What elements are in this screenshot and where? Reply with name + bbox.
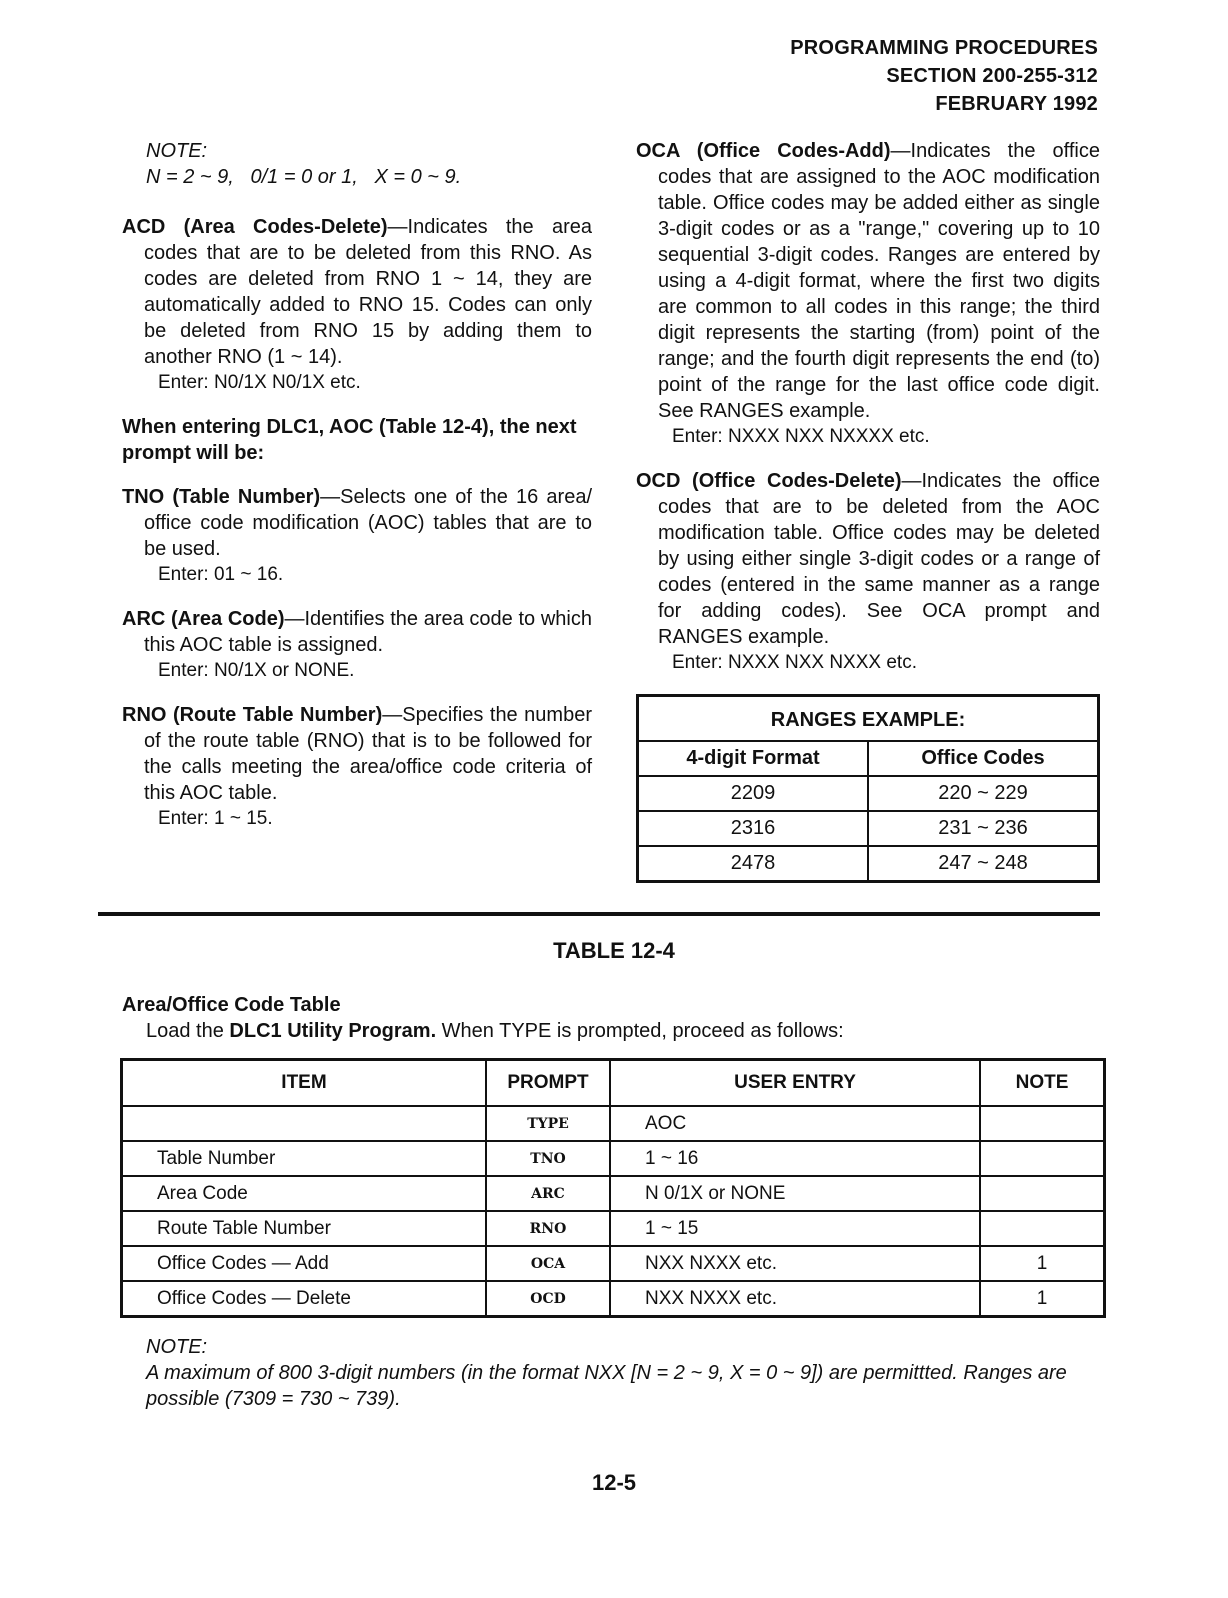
ranges-table: [639, 742, 1097, 880]
table-heading-instructions: [122, 1018, 844, 1044]
left-column: [122, 138, 592, 850]
col-prompt: PROMPT: [486, 1060, 610, 1107]
acd-paragraph: [122, 214, 592, 396]
instructions-program: DLC1 Utility Program.: [229, 1020, 437, 1042]
area-office-code-table: [120, 1058, 1106, 1318]
arc-term: ARC (Area Code): [122, 608, 285, 630]
header-title: PROGRAMMING PROCEDURES: [790, 37, 1098, 59]
ranges-codes: 231 ~ 236: [868, 811, 1097, 846]
arc-text: —Identifies the area code to which this AOC table is assigned.: [144, 608, 592, 656]
acd-text: —Indicates the area codes that are to be deleted from this RNO. As codes are deleted from RNO 1 ~ 14, they are automatically added to RNO 15. Codes can only be deleted from RNO 15 by adding them to another RNO (1 ~ 14).: [144, 216, 592, 368]
page-header: [790, 34, 1098, 118]
rno-enter: Enter: 1 ~ 15.: [158, 808, 273, 829]
row-note: [980, 1211, 1105, 1246]
top-note: [146, 138, 592, 190]
table-heading-title: Area/Office Code Table: [122, 994, 341, 1016]
ranges-row: [639, 811, 1097, 846]
section-divider: [98, 912, 1100, 916]
row-item: Area Code: [122, 1176, 487, 1211]
col-user-entry: USER ENTRY: [610, 1060, 980, 1107]
row-prompt: OCA: [486, 1246, 610, 1281]
header-section: SECTION 200-255-312: [886, 65, 1098, 87]
row-note: 1: [980, 1246, 1105, 1281]
row-entry: AOC: [610, 1106, 980, 1141]
ranges-header-row: [639, 742, 1097, 776]
row-entry: 1 ~ 16: [610, 1141, 980, 1176]
oca-text: —Indicates the office codes that are assigned to the AOC modification table. Office codes may be added either as single 3-digit codes or as a "range," covering up to 10 sequential 3-digit codes. Ranges are entered by using a 4-digit format, where the first two digits are common to all codes in this range; the third digit represents the starting (from) point of the range; and the fourth digit represents the end (to) point of the range for the last office code digit. See RANGES example.: [658, 140, 1100, 422]
lead-text: When entering DLC1, AOC (Table 12-4), the next prompt will be:: [122, 416, 577, 464]
table-header-row: [122, 1060, 1105, 1107]
instructions-post: When TYPE is prompted, proceed as follows:: [436, 1020, 844, 1042]
table-row: [122, 1281, 1105, 1317]
row-item: Office Codes — Delete: [122, 1281, 487, 1317]
top-note-label: NOTE:: [146, 140, 208, 162]
instructions-pre: Load the: [146, 1020, 230, 1042]
bottom-note: [146, 1334, 1106, 1412]
ranges-format: 2478: [639, 846, 868, 880]
row-item: Table Number: [122, 1141, 487, 1176]
page-number: 12-5: [591, 1470, 637, 1495]
right-column: [636, 138, 1100, 883]
table-row: [122, 1106, 1105, 1141]
rno-paragraph: [122, 702, 592, 832]
row-item: [122, 1106, 487, 1141]
col-note: NOTE: [980, 1060, 1105, 1107]
row-note: [980, 1106, 1105, 1141]
ocd-enter: Enter: NXXX NXX NXXX etc.: [672, 652, 917, 673]
rno-term: RNO (Route Table Number): [122, 704, 383, 726]
row-prompt: OCD: [486, 1281, 610, 1317]
table-row: [122, 1246, 1105, 1281]
row-entry: N 0/1X or NONE: [610, 1176, 980, 1211]
row-prompt: RNO: [486, 1211, 610, 1246]
oca-enter: Enter: NXXX NXX NXXXX etc.: [672, 426, 930, 447]
table-heading: [122, 992, 844, 1044]
acd-enter: Enter: N0/1X N0/1X etc.: [158, 372, 361, 393]
table-row: [122, 1176, 1105, 1211]
tno-text: —Selects one of the 16 area/ office code modification (AOC) tables that are to be used.: [144, 486, 592, 560]
ranges-codes: 247 ~ 248: [938, 852, 1028, 874]
row-prompt: TNO: [486, 1141, 610, 1176]
ranges-format: 2316: [639, 811, 868, 846]
oca-paragraph: [636, 138, 1100, 450]
ranges-row: [639, 776, 1097, 811]
oca-term: OCA (Office Codes-Add): [636, 140, 891, 162]
bottom-note-text: A maximum of 800 3-digit numbers (in the format NXX [N = 2 ~ 9, X = 0 ~ 9]) are permittted. Ranges are possible (7309 = 730 ~ 739).: [146, 1362, 1067, 1410]
header-date: FEBRUARY 1992: [935, 93, 1098, 115]
rno-text: —Specifies the number of the route table (RNO) that is to be followed for the calls meeting the area/office code criteria of this AOC table.: [144, 704, 592, 804]
ranges-format: 2209: [639, 776, 868, 811]
row-entry: NXX NXXX etc.: [610, 1246, 980, 1281]
ocd-text: —Indicates the office codes that are to be deleted from the AOC modification table. Office codes may be deleted by using either single 3-digit codes or a range of codes (entered in the same manner as a range for adding codes). See OCA prompt and RANGES example.: [658, 470, 1100, 648]
row-prompt: ARC: [486, 1176, 610, 1211]
bottom-note-label: NOTE:: [146, 1336, 208, 1358]
table-row: [122, 1141, 1105, 1176]
row-note: 1: [980, 1281, 1105, 1317]
row-entry: 1 ~ 15: [610, 1211, 980, 1246]
ocd-term: OCD (Office Codes-Delete): [636, 470, 902, 492]
arc-enter: Enter: N0/1X or NONE.: [158, 660, 355, 681]
row-prompt: TYPE: [486, 1106, 610, 1141]
table-title: TABLE 12-4: [553, 938, 675, 963]
ranges-col-codes: Office Codes: [868, 742, 1097, 776]
table-row: [122, 1211, 1105, 1246]
ranges-col-format: 4-digit Format: [639, 742, 868, 776]
ocd-paragraph: [636, 468, 1100, 676]
ranges-codes: 220 ~ 229: [868, 776, 1097, 811]
arc-paragraph: [122, 606, 592, 684]
tno-paragraph: [122, 484, 592, 588]
ranges-title: RANGES EXAMPLE:: [639, 697, 1097, 742]
tno-term: TNO (Table Number): [122, 486, 321, 508]
row-note: [980, 1176, 1105, 1211]
row-item: Route Table Number: [122, 1211, 487, 1246]
top-note-text: N = 2 ~ 9, 0/1 = 0 or 1, X = 0 ~ 9.: [146, 166, 462, 188]
col-item: ITEM: [122, 1060, 487, 1107]
ranges-example-box: [636, 694, 1100, 883]
tno-enter: Enter: 01 ~ 16.: [158, 564, 284, 585]
row-entry: NXX NXXX etc.: [610, 1281, 980, 1317]
row-note: [980, 1141, 1105, 1176]
ranges-row: [639, 846, 1097, 880]
acd-term: ACD (Area Codes-Delete): [122, 216, 388, 238]
row-item: Office Codes — Add: [122, 1246, 487, 1281]
